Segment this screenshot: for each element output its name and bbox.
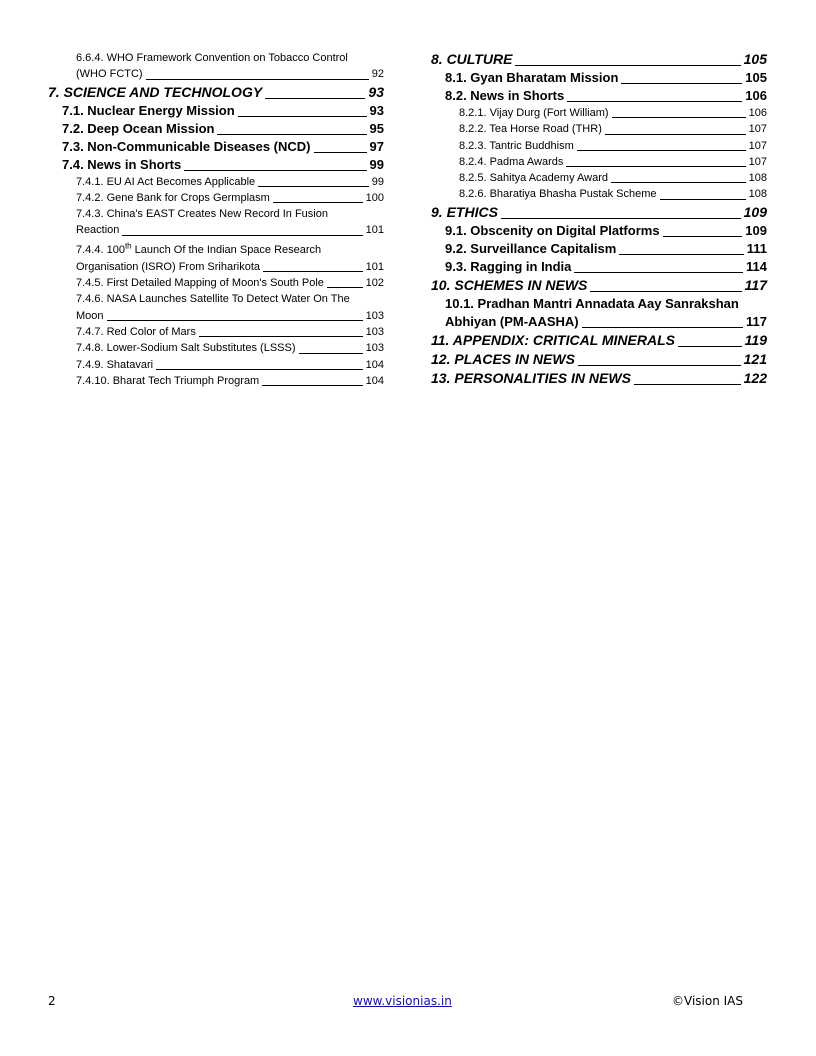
toc-entry-title: 9.1. Obscenity on Digital Platforms	[445, 222, 660, 238]
toc-entry-title: 7.4.3. China's EAST Creates New Record In Fusion	[76, 208, 328, 221]
toc-page-number: 108	[748, 188, 767, 201]
toc-page-number: 106	[745, 88, 767, 103]
toc-page-number: 121	[743, 350, 767, 367]
leader-line	[258, 186, 369, 187]
toc-page-number: 104	[365, 358, 384, 371]
toc-entry-title: 8.2.3. Tantric Buddhism	[459, 139, 574, 152]
toc-entry-title: 7.1. Nuclear Energy Mission	[62, 102, 235, 118]
leader-line	[612, 117, 746, 118]
footer-copyright: ©Vision IAS	[672, 994, 743, 1008]
toc-entry[interactable]	[48, 120, 384, 138]
toc-entry[interactable]	[48, 275, 384, 291]
leader-line	[314, 152, 367, 153]
toc-entry-title: 7.4.7. Red Color of Mars	[76, 325, 196, 338]
toc-entry-title: 9.2. Surveillance Capitalism	[445, 240, 617, 256]
toc-entry[interactable]	[48, 340, 384, 356]
toc-entry-title-cont: Abhiyan (PM-AASHA)	[445, 313, 579, 329]
toc-page-number: 111	[746, 240, 767, 256]
leader-line	[567, 101, 742, 102]
leader-line	[619, 254, 743, 255]
toc-entry-title: 11. APPENDIX: CRITICAL MINERALS	[431, 331, 675, 348]
toc-page-number: 102	[365, 277, 384, 290]
toc-entry[interactable]	[48, 102, 384, 120]
footer-page-number: 2	[48, 994, 56, 1008]
toc-entry[interactable]	[48, 357, 384, 373]
leader-line	[582, 327, 743, 328]
toc-entry[interactable]	[431, 121, 767, 137]
toc-entry[interactable]	[48, 291, 384, 324]
toc-entry-title-cont: Organisation (ISRO) From Sriharikota	[76, 260, 260, 273]
toc-entry-title: 8.2.5. Sahitya Academy Award	[459, 172, 608, 185]
toc-page-number: 103	[365, 325, 384, 338]
toc-entry-title: 10.1. Pradhan Mantri Annadata Aay Sanrakshan	[445, 295, 739, 311]
leader-line	[217, 134, 366, 135]
toc-entry[interactable]	[48, 174, 384, 190]
toc-left-column	[48, 50, 384, 389]
toc-page-number: 105	[743, 51, 767, 67]
toc-entry[interactable]	[431, 258, 767, 276]
leader-line	[273, 202, 363, 203]
leader-line	[107, 320, 363, 321]
leader-line	[578, 365, 741, 366]
toc-page-number: 106	[748, 107, 767, 119]
toc-entry-title-cont: Reaction	[76, 224, 120, 237]
leader-line	[577, 150, 746, 151]
toc-page-number: 122	[743, 369, 767, 386]
toc-entry-title: 7.4.10. Bharat Tech Triumph Program	[76, 374, 260, 387]
toc-page-number: 100	[365, 191, 384, 204]
toc-entry-title: 7.3. Non-Communicable Diseases (NCD)	[62, 138, 311, 154]
toc-page-number: 103	[365, 309, 384, 322]
toc-entry[interactable]	[48, 50, 384, 83]
toc-page-number: 101	[365, 260, 384, 273]
leader-line	[299, 353, 363, 354]
toc-entry-title: 7.4.5. First Detailed Mapping of Moon's South Pole	[76, 277, 324, 290]
leader-line	[660, 199, 746, 200]
toc-entry[interactable]	[431, 154, 767, 170]
toc-page-number: 107	[748, 155, 767, 168]
leader-line	[515, 65, 740, 66]
leader-line	[501, 218, 741, 219]
toc-page-number: 107	[748, 123, 767, 136]
toc-page-number: 114	[746, 258, 767, 274]
toc-page-number: 117	[746, 313, 767, 329]
leader-line	[263, 271, 363, 272]
toc-page-number: 109	[743, 203, 767, 220]
title-part: 7.4.4. 100	[76, 244, 125, 257]
toc-entry[interactable]	[48, 206, 384, 239]
toc-entry-title-cont: (WHO FCTC)	[76, 68, 143, 81]
toc-entry[interactable]	[48, 373, 384, 389]
leader-line	[621, 83, 742, 84]
leader-line	[678, 346, 742, 347]
toc-page-number: 97	[369, 138, 384, 154]
title-part: Launch Of the Indian Space Research	[131, 244, 322, 257]
toc-entry[interactable]	[431, 203, 767, 222]
toc-entry[interactable]	[48, 156, 384, 174]
toc-entry-title: 12. PLACES IN NEWS	[431, 350, 575, 367]
leader-line	[265, 98, 365, 99]
toc-entry-title: 13. PERSONALITIES IN NEWS	[431, 369, 631, 386]
toc-entry[interactable]	[48, 190, 384, 206]
toc-entry[interactable]	[431, 105, 767, 121]
toc-entry[interactable]	[431, 87, 767, 105]
leader-line	[238, 116, 367, 117]
toc-page-number: 117	[744, 276, 767, 293]
leader-line	[262, 385, 362, 386]
toc-right-column	[431, 50, 767, 388]
toc-entry[interactable]	[48, 324, 384, 340]
toc-entry-title: 7.4.2. Gene Bank for Crops Germplasm	[76, 191, 270, 204]
toc-entry-title-cont: Moon	[76, 309, 104, 322]
toc-entry[interactable]	[431, 240, 767, 258]
toc-entry[interactable]	[48, 138, 384, 156]
toc-entry[interactable]	[431, 50, 767, 69]
toc-entry-title: 7.4. News in Shorts	[62, 156, 182, 172]
toc-entry-title: 9. ETHICS	[431, 203, 498, 220]
leader-line	[590, 291, 741, 292]
toc-entry[interactable]	[431, 350, 767, 369]
toc-entry-title: 8.2.4. Padma Awards	[459, 155, 564, 168]
leader-line	[605, 134, 746, 135]
toc-page-number: 107	[748, 139, 767, 152]
leader-line	[327, 287, 363, 288]
leader-line	[199, 336, 363, 337]
toc-entry-title: 7.4.8. Lower-Sodium Salt Substitutes (LSSS)	[76, 342, 296, 355]
leader-line	[574, 272, 743, 273]
footer-website-link[interactable]: www.visionias.in	[353, 994, 452, 1008]
leader-line	[146, 79, 369, 80]
toc-entry-title: 7.4.6. NASA Launches Satellite To Detect Water On The	[76, 293, 350, 306]
leader-line	[184, 170, 366, 171]
toc-page-number: 104	[365, 374, 384, 387]
toc-entry-title: 10. SCHEMES IN NEWS	[431, 276, 588, 293]
leader-line	[566, 166, 745, 167]
toc-page-number: 101	[365, 224, 384, 237]
leader-line	[663, 236, 743, 237]
toc-page-number: 119	[744, 331, 767, 348]
toc-entry-title: 8.1. Gyan Bharatam Mission	[445, 70, 619, 85]
toc-entry-title: 8.2.6. Bharatiya Bhasha Pustak Scheme	[459, 188, 657, 201]
leader-line	[611, 182, 746, 183]
toc-entry-title: 8.2. News in Shorts	[445, 88, 565, 103]
toc-page-number: 108	[748, 172, 767, 185]
leader-line	[634, 384, 741, 385]
toc-entry-title: 8.2.1. Vijay Durg (Fort William)	[459, 107, 609, 119]
toc-page-number: 105	[745, 70, 767, 85]
toc-entry-title: 8.2.2. Tea Horse Road (THR)	[459, 123, 602, 136]
toc-entry[interactable]	[431, 331, 767, 350]
toc-entry[interactable]	[431, 295, 767, 331]
toc-page-number: 103	[365, 342, 384, 355]
toc-entry[interactable]	[431, 138, 767, 154]
toc-entry-title: 7.4.1. EU AI Act Becomes Applicable	[76, 175, 256, 188]
toc-page-number: 99	[369, 156, 384, 172]
leader-line	[122, 235, 362, 236]
toc-page-number: 99	[371, 175, 384, 188]
toc-entry-title	[76, 241, 322, 257]
toc-entry-title: 6.6.4. WHO Framework Convention on Tobacco Control	[76, 52, 348, 64]
toc-entry-title: 9.3. Ragging in India	[445, 258, 572, 274]
leader-line	[156, 369, 363, 370]
toc-entry[interactable]	[431, 186, 767, 202]
toc-page-number: 92	[371, 68, 384, 81]
toc-entry[interactable]	[431, 369, 767, 388]
toc-entry[interactable]	[48, 239, 384, 275]
toc-entry[interactable]	[431, 69, 767, 87]
toc-entry-title: 7. SCIENCE AND TECHNOLOGY	[48, 83, 263, 100]
superscript: th	[124, 241, 132, 251]
toc-page-number: 93	[368, 83, 384, 100]
toc-entry-title: 7.4.9. Shatavari	[76, 358, 154, 371]
toc-entry[interactable]	[48, 83, 384, 102]
toc-entry[interactable]	[431, 170, 767, 186]
toc-page-number: 95	[369, 120, 384, 136]
toc-entry[interactable]	[431, 276, 767, 295]
toc-entry-title: 7.2. Deep Ocean Mission	[62, 120, 215, 136]
toc-entry[interactable]	[431, 222, 767, 240]
toc-entry-title: 8. CULTURE	[431, 51, 513, 67]
toc-page-number: 109	[745, 222, 767, 238]
toc-page-number: 93	[369, 102, 384, 118]
